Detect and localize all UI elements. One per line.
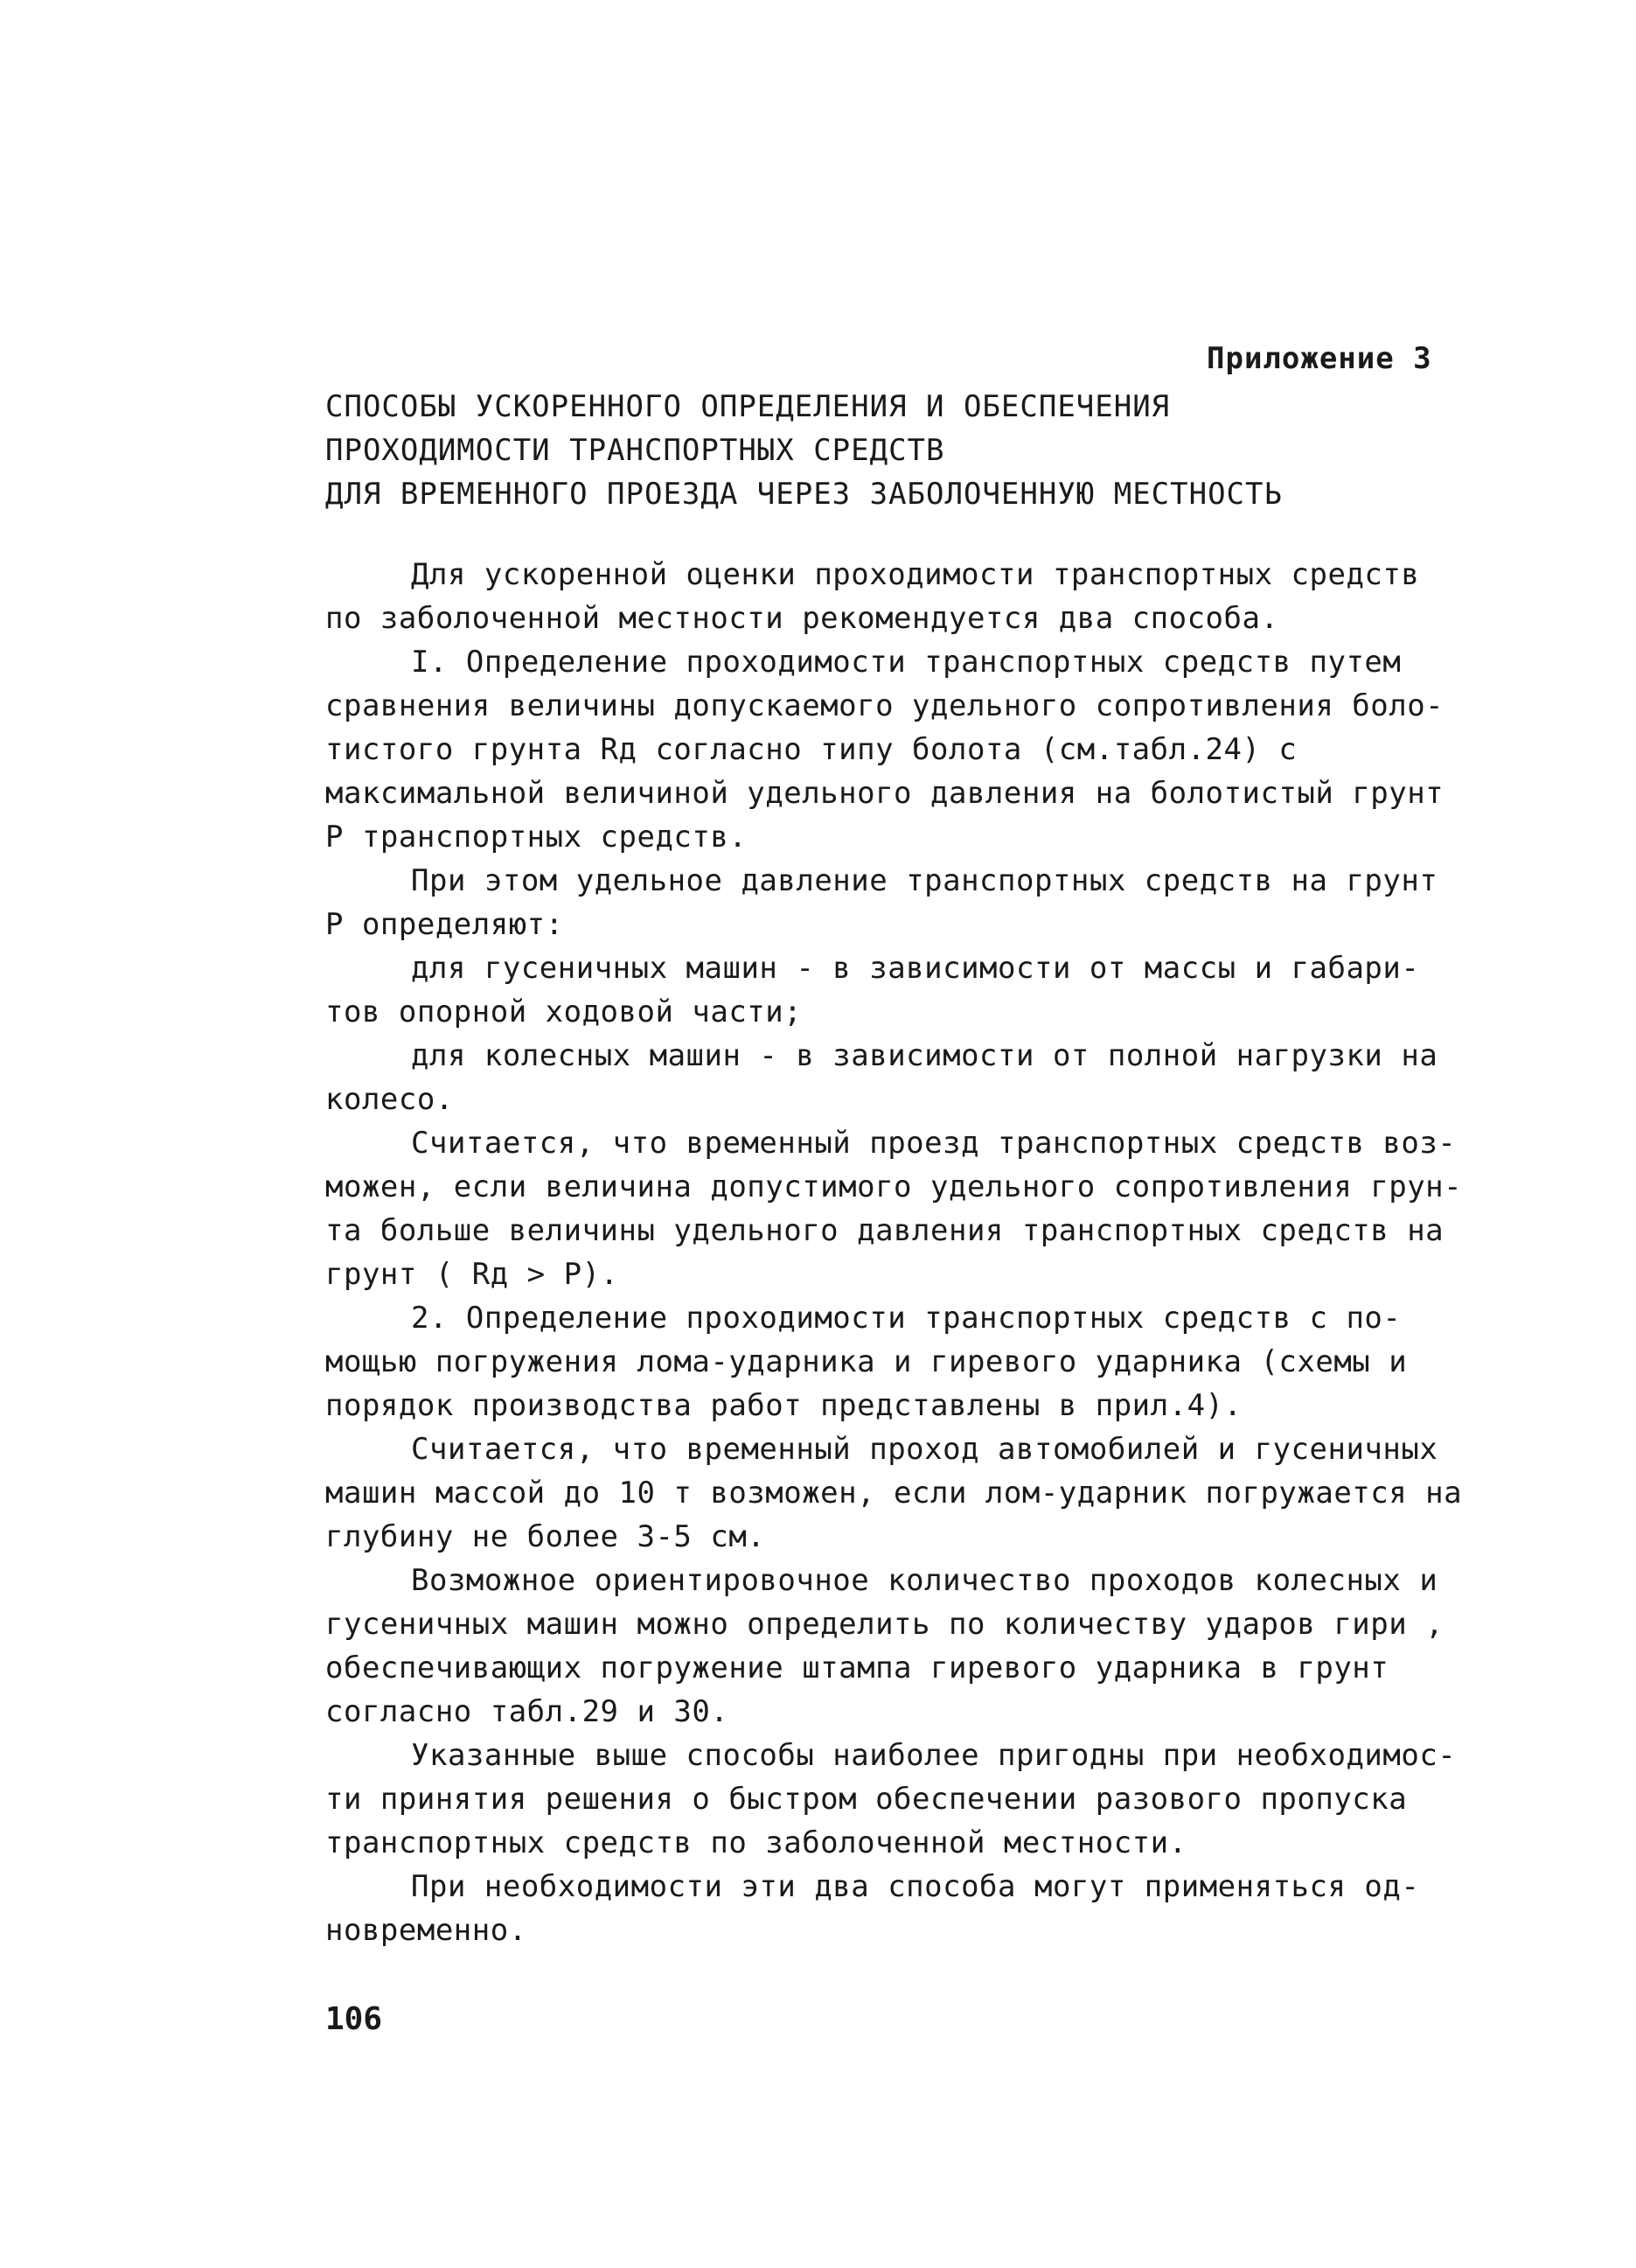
body-line: согласно табл.29 и 30. (325, 1694, 729, 1729)
body-line: Считается, что временный проход автомобилей и гусеничных (411, 1432, 1438, 1467)
body-line: Для ускоренной оценки проходимости транспортных средств (411, 557, 1420, 592)
document-body (325, 553, 1463, 1952)
body-line: гусеничных машин можно определить по количеству ударов гири , (325, 1607, 1445, 1642)
body-line: тистого грунта Rд согласно типу болота (см.табл.24) с (325, 732, 1298, 767)
body-line: транспортных средств по заболоченной местности. (325, 1825, 1187, 1860)
body-line: Р транспортных средств. (325, 820, 748, 855)
body-line: 2. Определение проходимости транспортных средств с по- (411, 1301, 1402, 1336)
body-line: При этом удельное давление транспортных средств на грунт (411, 863, 1438, 898)
body-line: сравнения величины допускаемого удельного сопротивления боло- (325, 688, 1445, 723)
body-line: новременно. (325, 1913, 527, 1948)
title-line: СПОСОБЫ УСКОРЕННОГО ОПРЕДЕЛЕНИЯ И ОБЕСПЕЧЕНИЯ (325, 389, 1171, 424)
body-line: порядок производства работ представлены в прил.4). (325, 1388, 1243, 1423)
body-line: та больше величины удельного давления транспортных средств на (325, 1213, 1445, 1248)
body-line: обеспечивающих погружение штампа гиревого ударника в грунт (325, 1650, 1389, 1685)
body-line: для колесных машин - в зависимости от полной нагрузки на (411, 1038, 1438, 1073)
body-line: ти принятия решения о быстром обеспечении разового пропуска (325, 1782, 1408, 1817)
body-line: Р определяют: (325, 907, 564, 942)
body-line: глубину не более 3-5 см. (325, 1519, 766, 1554)
body-line: I. Определение проходимости транспортных средств путем (411, 645, 1402, 680)
title-line: ПРОХОДИМОСТИ ТРАНСПОРТНЫХ СРЕДСТВ (325, 433, 945, 468)
body-line: Возможное ориентировочное количество проходов колесных и (411, 1563, 1438, 1598)
title-line: ДЛЯ ВРЕМЕННОГО ПРОЕЗДА ЧЕРЕЗ ЗАБОЛОЧЕННУЮ МЕСТНОСТЬ (325, 477, 1283, 512)
body-line: можен, если величина допустимого удельного сопротивления грун- (325, 1169, 1463, 1204)
page-number: 106 (325, 2001, 383, 2037)
body-line: мощью погружения лома-ударника и гиревого ударника (схемы и (325, 1344, 1408, 1379)
body-line: максимальной величиной удельного давления на болотистый грунт (325, 776, 1445, 811)
body-line: грунт ( Rд > Р). (325, 1257, 619, 1292)
body-line: по заболоченной местности рекомендуется два способа. (325, 601, 1279, 636)
appendix-label: Приложение 3 (1207, 341, 1432, 376)
body-line: Указанные выше способы наиболее пригодны при необходимос- (411, 1738, 1457, 1773)
body-line: машин массой до 10 т возможен, если лом-ударник погружается на (325, 1476, 1463, 1511)
body-line: Считается, что временный проезд транспортных средств воз- (411, 1126, 1457, 1161)
body-line: При необходимости эти два способа могут применяться од- (411, 1869, 1420, 1904)
body-line: тов опорной ходовой части; (325, 994, 803, 1029)
document-title (325, 385, 1462, 516)
body-line: для гусеничных машин - в зависимости от массы и габари- (411, 951, 1420, 986)
body-line: колесо. (325, 1082, 454, 1117)
